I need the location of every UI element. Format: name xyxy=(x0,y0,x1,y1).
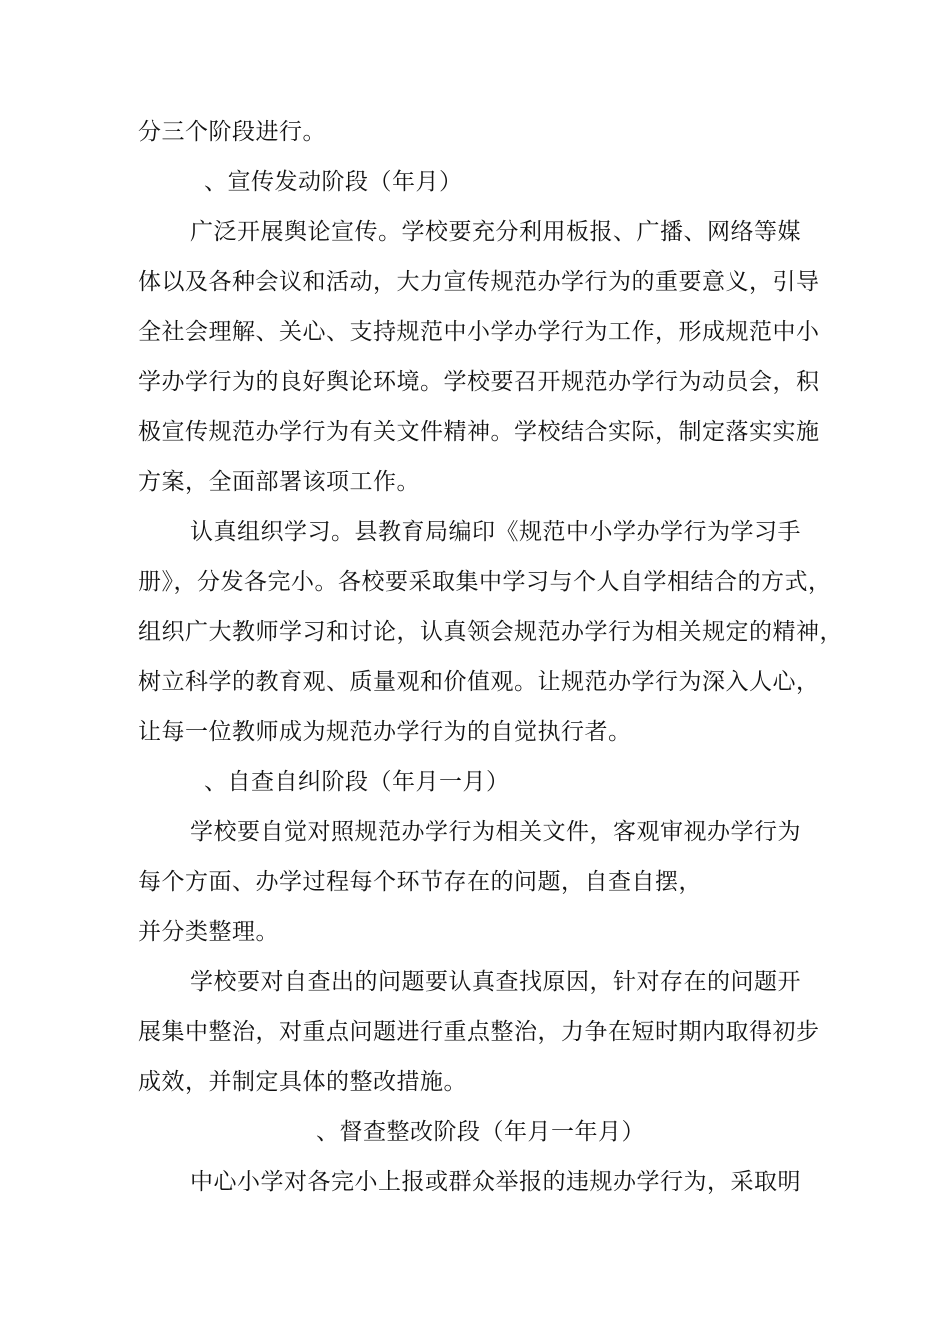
text-line: 让每一位教师成为规范办学行为的自觉执行者。 xyxy=(138,719,632,745)
text-line: 树立科学的教育观、质量观和价值观。让规范办学行为深入人心， xyxy=(138,669,820,695)
text-line: 学校要对自查出的问题要认真查找原因，针对存在的问题开 xyxy=(190,969,801,995)
text-line: 认真组织学习。县教育局编印《规范中小学办学行为学习手 xyxy=(190,519,801,545)
text-line: 展集中整治，对重点问题进行重点整治，力争在短时期内取得初步 xyxy=(138,1019,820,1045)
section-heading: 、宣传发动阶段（年月） xyxy=(204,169,463,195)
text-line: 方案，全面部署该项工作。 xyxy=(138,469,420,495)
text-line: 成效，并制定具体的整改措施。 xyxy=(138,1069,467,1095)
text-line: 学校要自觉对照规范办学行为相关文件，客观审视办学行为 xyxy=(190,819,801,845)
text-line: 全社会理解、关心、支持规范中小学办学行为工作，形成规范中小 xyxy=(138,319,820,345)
section-heading: 、自查自纠阶段（年月一月） xyxy=(204,769,510,795)
text-line: 分三个阶段进行。 xyxy=(138,119,326,145)
text-line: 并分类整理。 xyxy=(138,919,279,945)
section-heading: 、督查整改阶段（年月一年月） xyxy=(316,1119,645,1145)
text-line: 每个方面、办学过程每个环节存在的问题，自查自摆， xyxy=(138,869,702,895)
text-line: 中心小学对各完小上报或群众举报的违规办学行为，采取明 xyxy=(190,1169,801,1195)
text-line: 极宣传规范办学行为有关文件精神。学校结合实际，制定落实实施 xyxy=(138,419,820,445)
text-line: 广泛开展舆论宣传。学校要充分利用板报、广播、网络等媒 xyxy=(190,219,801,245)
text-line: 组织广大教师学习和讨论，认真领会规范办学行为相关规定的精神， xyxy=(138,619,843,645)
text-line: 学办学行为的良好舆论环境。学校要召开规范办学行为动员会，积 xyxy=(138,369,820,395)
text-line: 册》，分发各完小。各校要采取集中学习与个人自学相结合的方式， xyxy=(138,569,832,595)
text-line: 体以及各种会议和活动，大力宣传规范办学行为的重要意义，引导 xyxy=(138,269,820,295)
